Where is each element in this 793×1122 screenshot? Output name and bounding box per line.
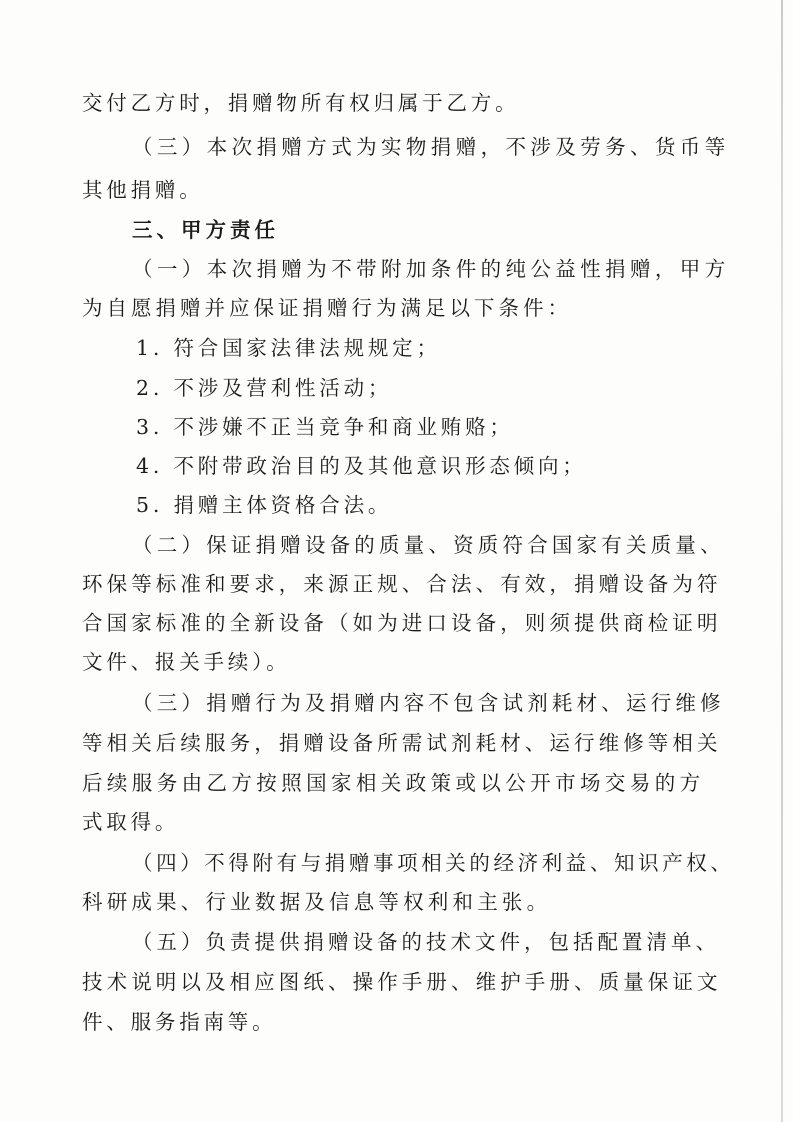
text-line: （二）保证捐赠设备的质量、资质符合国家有关质量、 — [132, 533, 725, 557]
text-line: （三）捐赠行为及捐赠内容不包含试剂耗材、运行维修 — [132, 691, 725, 715]
text-line: 文件、报关手续）。 — [82, 650, 291, 674]
text-line: 其他捐赠。 — [82, 178, 204, 202]
text-line: （一）本次捐赠为不带附加条件的纯公益性捐赠，甲方 — [132, 257, 730, 281]
text-line: 等相关后续服务，捐赠设备所需试剂耗材、运行维修等相关 — [82, 731, 722, 755]
list-item: 3. 不涉嫌不正当竞争和商业贿赂； — [136, 415, 514, 439]
text-line: 合国家标准的全新设备（如为进口设备，则须提供商检证明 — [82, 611, 722, 635]
list-item: 5. 捐赠主体资格合法。 — [136, 493, 393, 517]
text-line: 环保等标准和要求，来源正规、合法、有效，捐赠设备为符 — [82, 572, 722, 596]
text-line: 后续服务由乙方按照国家相关政策或以公开市场交易的方 — [82, 771, 705, 795]
list-item: 2. 不涉及营利性活动； — [136, 376, 393, 400]
list-item: 1. 符合国家法律法规规定； — [136, 336, 441, 360]
text-line: 科研成果、行业数据及信息等权利和主张。 — [82, 890, 552, 914]
text-line: 件、服务指南等。 — [82, 1010, 277, 1034]
text-line: 交付乙方时，捐赠物所有权归属于乙方。 — [82, 91, 520, 115]
text-line: （四）不得附有与捐赠事项相关的经济利益、知识产权、 — [132, 851, 735, 875]
text-line: （五）负责提供捐赠设备的技术文件，包括配置清单、 — [132, 930, 720, 954]
text-line: 式取得。 — [82, 810, 180, 834]
section-heading: 三、甲方责任 — [132, 218, 279, 242]
text-line: 为自愿捐赠并应保证捐赠行为满足以下条件： — [82, 296, 572, 320]
list-item: 4. 不附带政治目的及其他意识形态倾向； — [136, 454, 587, 478]
text-line: （三）本次捐赠方式为实物捐赠，不涉及劳务、货币等 — [132, 135, 730, 159]
scan-edge-line — [781, 0, 783, 1122]
text-line: 技术说明以及相应图纸、操作手册、维护手册、质量保证文 — [82, 970, 722, 994]
